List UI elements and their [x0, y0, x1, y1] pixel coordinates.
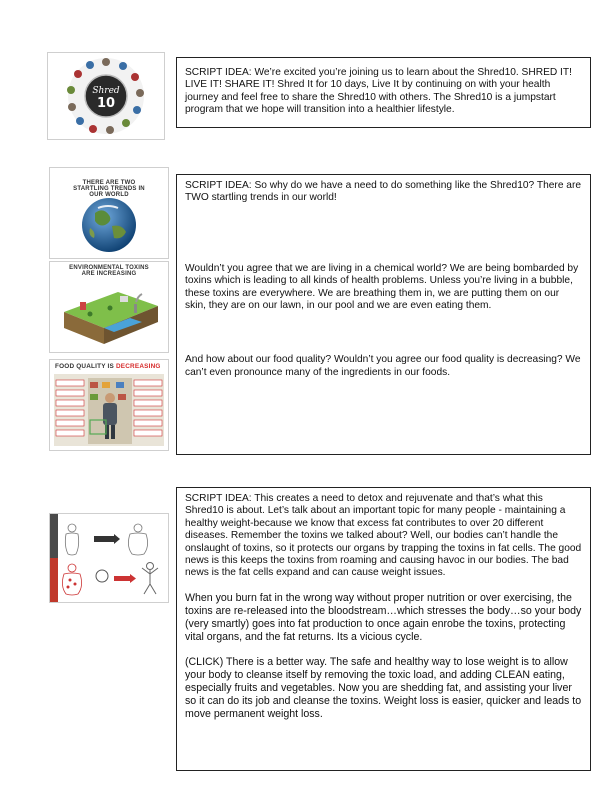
- script-fat-para-1: SCRIPT IDEA: This creates a need to detox and rejuvenate and that’s what this Shred10 is about. Let’s talk about an important topic for many people - maintaining a healthy weight-because we know that excess fat contributes to over 20 different diseases. Remember the toxins we talked about? Well, our bodies can’t handle the onslaught of toxins, so it protects our organs by trapping the toxins in fat cells. The good news is this keeps the toxins from roaming and causing havoc in our bodies. The bad news is the fat cells expand and can cause weight issues.: [185, 493, 582, 579]
- grocery-shopper-icon: [50, 360, 168, 450]
- script-box-fat-cycle: [176, 487, 591, 771]
- slide-food-quality: [49, 359, 169, 451]
- svg-text:10: 10: [96, 96, 116, 111]
- slide-two-trends: [49, 167, 169, 259]
- slide-food-title-a: FOOD QUALITY IS: [55, 363, 116, 370]
- slide-environmental-toxins: [49, 261, 169, 353]
- script-trends-para-2: Wouldn’t you agree that we are living in a chemical world? We are being bombarded by toxins which is leading to all kinds of health problems. Unless you’re living in a bubble, these toxins are everywhere. We are breathing them in, we are putting them on our skin, they are on our lawn, in our pool and we are even eating them.: [185, 262, 579, 312]
- landscape-icon: [50, 262, 168, 352]
- slide-two-trends-title: THERE ARE TWO STARTLING TRENDS IN OUR WORLD: [73, 180, 145, 198]
- shred10-logo-slide: [47, 52, 165, 140]
- script-trends-para-1: SCRIPT IDEA: So why do we have a need to do something like the Shred10? There are TWO startling trends in our world!: [185, 180, 582, 204]
- script-intro-text: SCRIPT IDEA: We’re excited you’re joining us to learn about the Shred10. SHRED IT! LIVE IT! SHARE IT! Shred It for 10 days, Live It by continuing on with your health journey and feel free to share the Shred10 with others. The Shred10 is a jumpstart program that we hope will transition into a healthier lifestyle.: [185, 67, 572, 116]
- slide-fat-toxin-cycle: [49, 513, 169, 603]
- script-fat-para-3: (CLICK) There is a better way. The safe and healthy way to lose weight is to allow your body to cleanse itself by removing the toxic load, and adding CLEAN eating, especially fruits and vegetables. Now you are shedding fat, and assisting your liver so it can do its job and cleanse the toxins. Weight loss is easier, quicker and leads to move permanent weight loss.: [185, 655, 582, 720]
- script-fat-para-2: When you burn fat in the wrong way without proper nutrition or over exercising, the toxins are re-released into the bloodstream…which stresses the body…so your body (very smartly) goes into fat production to once again enrobe the toxins, protecting vital organs, and the fat returns. Its a vicious cycle.: [185, 591, 582, 643]
- script-trends-para-3: And how about our food quality? Wouldn’t you agree our food quality is decreasing? We can’t even pronounce many of the ingredients in our foods.: [185, 354, 581, 378]
- script-box-trends: [176, 174, 591, 455]
- svg-text:Shred: Shred: [92, 86, 120, 96]
- script-box-intro: [176, 57, 591, 128]
- earth-icon: [50, 168, 168, 258]
- fat-cycle-diagram-icon: [50, 514, 168, 602]
- slide-toxins-title: ENVIRONMENTAL TOXINS ARE INCREASING: [69, 265, 149, 277]
- slide-food-title-b: DECREASING: [115, 363, 161, 370]
- shred10-logo-icon: [48, 53, 164, 139]
